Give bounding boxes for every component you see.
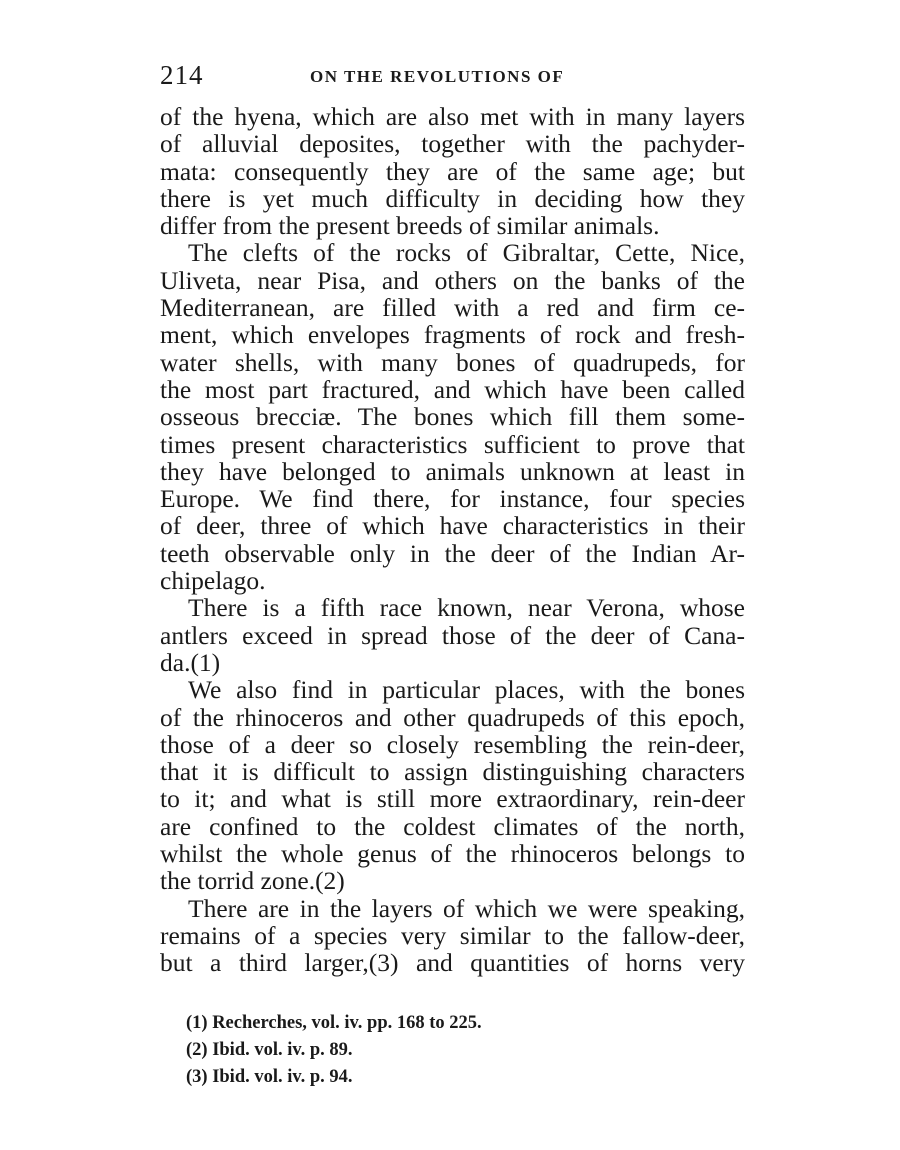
text-line: to it; and what is still more extraordinary, rein-deer	[160, 784, 745, 814]
text-line: of alluvial deposites, together with the pachyder-	[160, 129, 745, 159]
text-line: of the hyena, which are also met with in many layers	[160, 102, 745, 131]
text-line: whilst the whole genus of the rhinoceros belongs to	[160, 839, 745, 869]
footnote: (2) Ibid. vol. iv. p. 89.	[186, 1040, 353, 1060]
text-line: The clefts of the rocks of Gibraltar, Cette, Nice,	[188, 238, 745, 268]
text-line: the torrid zone.(2)	[160, 866, 345, 896]
text-line: teeth observable only in the deer of the Indian Ar-	[160, 538, 745, 568]
text-line: of the rhinoceros and other quadrupeds of this epoch,	[160, 702, 745, 732]
text-line: There are in the layers of which we were speaking,	[188, 893, 745, 923]
text-line: chipelago.	[160, 566, 266, 596]
text-line: antlers exceed in spread those of the deer of Cana-	[160, 620, 745, 650]
text-line: Europe. We find there, for instance, four species	[160, 484, 745, 514]
text-line: the most part fractured, and which have been called	[160, 374, 745, 404]
text-line: Mediterranean, are filled with a red and firm ce-	[160, 293, 745, 323]
text-line: but a third larger,(3) and quantities of horns very	[160, 948, 745, 978]
text-line: osseous brecciæ. The bones which fill them some-	[160, 402, 745, 432]
text-line: remains of a species very similar to the fallow-deer,	[160, 920, 745, 950]
text-line: There is a fifth race known, near Verona, whose	[188, 593, 745, 623]
text-line: times present characteristics sufficient to prove that	[160, 429, 745, 459]
text-line: We also find in particular places, with the bones	[188, 675, 745, 705]
text-line: Uliveta, near Pisa, and others on the banks of the	[160, 265, 745, 295]
text-line: ment, which envelopes fragments of rock and fresh-	[160, 320, 745, 350]
text-line: mata: consequently they are of the same age; but	[160, 156, 745, 186]
running-head: ON THE REVOLUTIONS OF	[310, 67, 565, 86]
text-line: of deer, three of which have characteristics in their	[160, 511, 745, 541]
text-line: da.(1)	[160, 647, 221, 677]
text-line: those of a deer so closely resembling the rein-deer,	[160, 729, 745, 759]
body-text	[160, 103, 745, 977]
text-line: they have belonged to animals unknown at least in	[160, 456, 745, 486]
text-line: water shells, with many bones of quadrupeds, for	[160, 347, 745, 377]
footnote: (3) Ibid. vol. iv. p. 94.	[186, 1067, 353, 1087]
page-header	[160, 60, 745, 96]
text-line: are confined to the coldest climates of the north,	[160, 811, 745, 841]
footnote: (1) Recherches, vol. iv. pp. 168 to 225.	[186, 1013, 482, 1033]
text-line: differ from the present breeds of similar animals.	[160, 211, 660, 241]
text-line: there is yet much difficulty in deciding how they	[160, 183, 745, 213]
text-line: that it is difficult to assign distinguishing characters	[160, 757, 745, 787]
footnotes	[186, 1010, 482, 1091]
page-number: 214	[160, 60, 204, 90]
